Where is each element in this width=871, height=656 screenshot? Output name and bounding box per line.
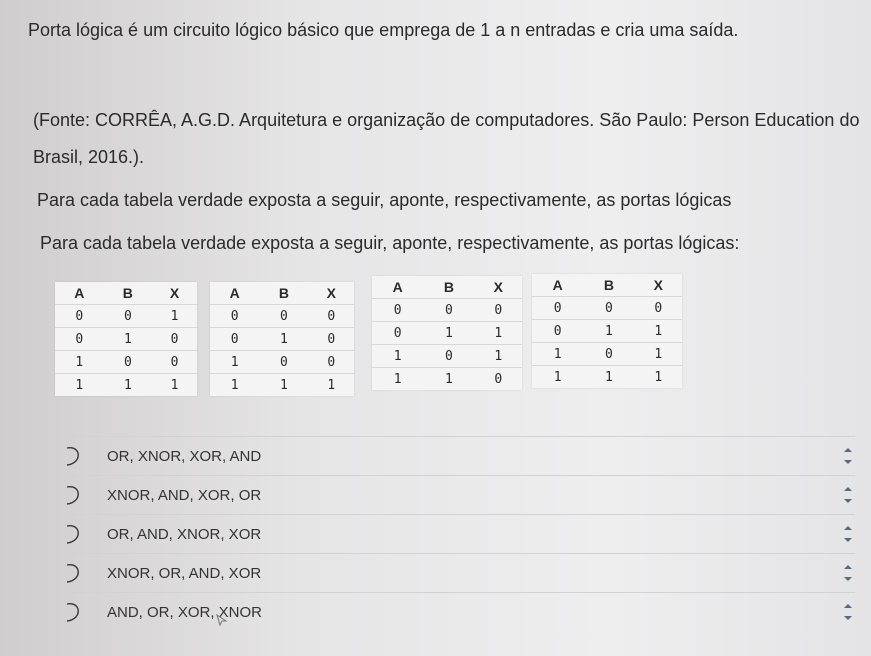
- table-row: [55, 374, 197, 397]
- radio-circle-icon[interactable]: [61, 601, 87, 623]
- table-cell: 0: [475, 299, 522, 322]
- table-cell: 0: [423, 299, 474, 322]
- answer-option-label: XNOR, OR, AND, XOR: [107, 565, 262, 582]
- sort-arrows-icon[interactable]: [841, 484, 855, 506]
- header-cell: X: [635, 274, 682, 297]
- table-cell: 0: [104, 351, 153, 374]
- intro-text: Porta lógica é um circuito lógico básico que emprega de 1 a n entradas e cria uma saída.: [28, 20, 739, 40]
- table-cell: 0: [259, 351, 308, 374]
- table-cell: 0: [309, 328, 354, 351]
- truth-table-2: [210, 282, 354, 396]
- table-cell: 0: [583, 297, 634, 320]
- table-cell: 1: [75, 377, 84, 393]
- table-cell: 0: [309, 305, 354, 328]
- table-cell: 1: [372, 345, 423, 368]
- table-row: [372, 299, 522, 322]
- table-cell: 1: [230, 377, 239, 393]
- table-cell: 0: [309, 351, 354, 374]
- table-row: [55, 328, 197, 351]
- table-cell: 1: [152, 305, 197, 328]
- table-row: [210, 351, 354, 374]
- table-row: [372, 322, 522, 345]
- answer-option-3[interactable]: [55, 514, 855, 553]
- radio-circle-icon[interactable]: [61, 445, 87, 467]
- header-cell: B: [583, 274, 634, 297]
- answer-option-label: OR, XNOR, XOR, AND: [107, 448, 262, 465]
- table-cell: 0: [532, 297, 583, 320]
- table-cell: 0: [210, 328, 259, 351]
- header-cell: X: [309, 282, 354, 305]
- table-row: [55, 305, 197, 328]
- table-cell: 0: [104, 305, 153, 328]
- header-cell: A: [55, 282, 104, 305]
- table-cell: 1: [654, 369, 663, 385]
- sort-arrows-icon[interactable]: [841, 445, 855, 467]
- table-row: [532, 320, 682, 343]
- table-cell: 1: [210, 351, 259, 374]
- answer-option-label: AND, OR, XOR, XNOR: [107, 604, 263, 621]
- answer-option-2[interactable]: [55, 475, 855, 514]
- table-row: [210, 374, 354, 397]
- table-cell: 0: [423, 345, 474, 368]
- header-cell: A: [372, 276, 423, 299]
- table-cell: 0: [372, 299, 423, 322]
- table-cell: 0: [55, 328, 104, 351]
- table-row: [55, 351, 197, 374]
- table-cell: 0: [210, 305, 259, 328]
- truth-table-1: [55, 282, 197, 396]
- answer-options: [55, 436, 855, 631]
- table-cell: 1: [327, 377, 336, 393]
- table-cell: 1: [104, 328, 153, 351]
- table-row: [372, 368, 522, 391]
- table-row: [372, 345, 522, 368]
- table-cell: 1: [605, 369, 613, 385]
- table-cell: 1: [635, 343, 682, 366]
- source-text-line1: (Fonte: CORRÊA, A.G.D. Arquitetura e organização de computadores. São Paulo: Person Education do: [33, 110, 860, 130]
- header-cell: B: [104, 282, 153, 305]
- table-cell: 1: [553, 369, 562, 385]
- table-cell: 1: [55, 351, 104, 374]
- sort-arrows-icon[interactable]: [841, 601, 855, 623]
- header-cell: B: [259, 282, 308, 305]
- table-cell: 1: [583, 320, 634, 343]
- truth-table-4: [532, 274, 682, 388]
- answer-option-1[interactable]: [55, 436, 855, 475]
- table-cell: 0: [635, 297, 682, 320]
- table-cell: 0: [152, 328, 197, 351]
- table-cell: 1: [393, 371, 402, 387]
- radio-circle-icon[interactable]: [61, 562, 87, 584]
- table-row: [210, 305, 354, 328]
- prompt-text: Para cada tabela verdade exposta a seguir, aponte, respectivamente, as portas lógicas:: [40, 233, 740, 253]
- truth-table-3: [372, 276, 522, 390]
- table-cell: 1: [532, 343, 583, 366]
- answer-option-4[interactable]: [55, 553, 855, 592]
- source-text-line2: Brasil, 2016.).: [33, 147, 145, 167]
- table-row: [210, 328, 354, 351]
- table-cell: 0: [372, 322, 423, 345]
- table-cell: 1: [475, 322, 522, 345]
- table-cell: 1: [170, 377, 179, 393]
- answer-option-label: OR, AND, XNOR, XOR: [107, 526, 262, 543]
- sort-arrows-icon[interactable]: [841, 523, 855, 545]
- table-row: [532, 297, 682, 320]
- table-cell: 0: [259, 305, 308, 328]
- answer-option-label: XNOR, AND, XOR, OR: [107, 487, 262, 504]
- radio-circle-icon[interactable]: [61, 484, 87, 506]
- mouse-cursor-icon: [215, 613, 229, 627]
- table-cell: 0: [152, 351, 197, 374]
- table-row: [532, 343, 682, 366]
- header-cell: A: [532, 274, 583, 297]
- header-cell: B: [423, 276, 474, 299]
- header-cell: X: [152, 282, 197, 305]
- table-cell: 1: [445, 371, 453, 387]
- table-cell: 0: [494, 371, 503, 387]
- table-cell: 1: [123, 377, 132, 393]
- sort-arrows-icon[interactable]: [841, 562, 855, 584]
- table-cell: 0: [583, 343, 634, 366]
- radio-circle-icon[interactable]: [61, 523, 87, 545]
- table-cell: 1: [635, 320, 682, 343]
- prompt-text-repeat: Para cada tabela verdade exposta a seguir, aponte, respectivamente, as portas lógicas: [37, 190, 732, 210]
- header-cell: X: [475, 276, 522, 299]
- table-cell: 1: [259, 328, 308, 351]
- table-cell: 1: [423, 322, 474, 345]
- table-cell: 0: [55, 305, 104, 328]
- table-cell: 1: [279, 377, 288, 393]
- answer-option-5[interactable]: [55, 592, 855, 631]
- table-row: [532, 366, 682, 389]
- table-cell: 1: [475, 345, 522, 368]
- header-cell: A: [210, 282, 259, 305]
- table-cell: 0: [532, 320, 583, 343]
